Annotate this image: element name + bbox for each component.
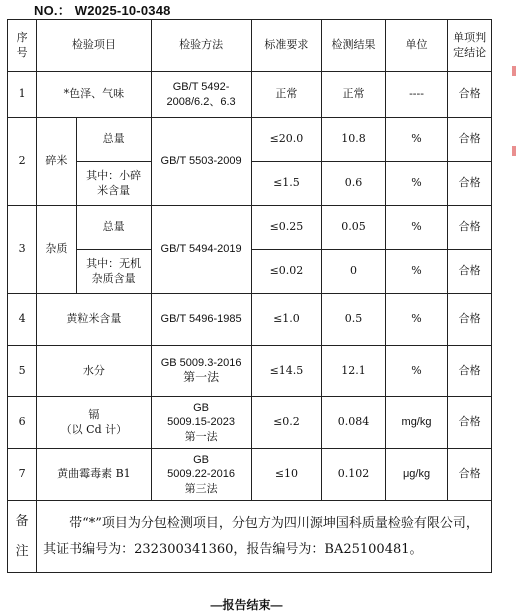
item-cell: 黄粒米含量 xyxy=(37,294,151,346)
unit-cell: % xyxy=(385,346,447,397)
result-cell: 0.05 xyxy=(322,206,385,250)
table-row xyxy=(8,118,492,162)
method-cell: GB/T 5494-2019 xyxy=(151,206,251,294)
remarks-label: 备注 xyxy=(8,501,37,573)
unit-cell: mg/kg xyxy=(385,397,447,449)
method-line: GB xyxy=(193,454,210,467)
seq-cell: 2 xyxy=(8,118,37,206)
item-line: 镉 xyxy=(88,408,100,422)
header-standard: 标准要求 xyxy=(251,20,322,72)
method-cell xyxy=(151,346,251,397)
seq-cell: 3 xyxy=(8,206,37,294)
item-cell: *色泽、气味 xyxy=(37,72,151,118)
method-line: 5009.15-2023 xyxy=(167,416,236,429)
header-unit: 单位 xyxy=(385,20,447,72)
standard-cell: ≤0.2 xyxy=(251,397,322,449)
result-cell: 12.1 xyxy=(322,346,385,397)
seq-cell: 6 xyxy=(8,397,37,449)
standard-cell: ≤0.25 xyxy=(251,206,322,250)
result-cell: 0.6 xyxy=(322,162,385,206)
standard-cell: ≤20.0 xyxy=(251,118,322,162)
seq-cell: 4 xyxy=(8,294,37,346)
conclusion-cell: 合格 xyxy=(448,118,492,162)
method-line: 第三法 xyxy=(184,482,218,495)
header-seq: 序号 xyxy=(8,20,37,72)
method-cell xyxy=(151,397,251,449)
table-row xyxy=(8,206,492,250)
seq-cell: 1 xyxy=(8,72,37,118)
result-cell: 0 xyxy=(322,250,385,294)
conclusion-cell: 合格 xyxy=(448,294,492,346)
inspection-table xyxy=(7,19,492,573)
method-cell: GB/T 5492-2008/6.2、6.3 xyxy=(151,72,251,118)
table-row xyxy=(8,72,492,118)
method-line: 第一法 xyxy=(184,430,218,443)
result-cell: 0.5 xyxy=(322,294,385,346)
group-cell: 杂质 xyxy=(37,206,77,294)
unit-cell: % xyxy=(385,294,447,346)
method-line: GB 5009.3-2016 xyxy=(160,357,242,370)
remarks-text xyxy=(37,501,492,573)
item-cell: 其中：小碎米含量 xyxy=(76,162,151,206)
item-line: （以 Cd 计） xyxy=(60,422,128,436)
method-cell: GB/T 5496-1985 xyxy=(151,294,251,346)
remarks-row xyxy=(8,501,492,573)
conclusion-cell: 合格 xyxy=(448,162,492,206)
method-cell xyxy=(151,449,251,501)
item-cell: 水分 xyxy=(37,346,151,397)
table-row xyxy=(8,294,492,346)
result-cell: 正常 xyxy=(322,72,385,118)
edge-stamp-mark xyxy=(512,146,516,156)
unit-cell: % xyxy=(385,206,447,250)
header-method: 检验方法 xyxy=(151,20,251,72)
conclusion-cell: 合格 xyxy=(448,397,492,449)
item-cell: 总量 xyxy=(76,206,151,250)
unit-cell: % xyxy=(385,250,447,294)
seq-cell: 5 xyxy=(8,346,37,397)
item-cell xyxy=(37,397,151,449)
header-result: 检测结果 xyxy=(322,20,385,72)
item-cell: 其中：无机杂质含量 xyxy=(76,250,151,294)
conclusion-cell: 合格 xyxy=(448,206,492,250)
header-item: 检验项目 xyxy=(37,20,151,72)
table-row xyxy=(8,449,492,501)
method-line: GB xyxy=(193,402,210,415)
unit-cell: ---- xyxy=(385,72,447,118)
standard-cell: 正常 xyxy=(251,72,322,118)
result-cell: 10.8 xyxy=(322,118,385,162)
header-conclusion: 单项判定结论 xyxy=(448,20,492,72)
standard-cell: ≤14.5 xyxy=(251,346,322,397)
item-cell: 黄曲霉毒素 B1 xyxy=(37,449,151,501)
standard-cell: ≤1.0 xyxy=(251,294,322,346)
standard-cell: ≤0.02 xyxy=(251,250,322,294)
standard-cell: ≤1.5 xyxy=(251,162,322,206)
method-cell: GB/T 5503-2009 xyxy=(151,118,251,206)
table-row xyxy=(8,346,492,397)
conclusion-cell: 合格 xyxy=(448,250,492,294)
method-line: 第一法 xyxy=(183,370,220,385)
report-end-footer: —报告结束— xyxy=(210,598,283,612)
remarks-content: 带“*”项目为分包检测项目，分包方为四川源坤国科质量检验有限公司，其证书编号为：232300341360，报告编号为：BA25100481。 xyxy=(43,515,479,557)
method-line: 5009.22-2016 xyxy=(167,468,236,481)
conclusion-cell: 合格 xyxy=(448,346,492,397)
table-row xyxy=(8,397,492,449)
result-cell: 0.084 xyxy=(322,397,385,449)
result-cell: 0.102 xyxy=(322,449,385,501)
seq-cell: 7 xyxy=(8,449,37,501)
report-number: NO.： W2025-10-0348 xyxy=(34,3,171,18)
edge-stamp-mark xyxy=(512,66,516,76)
conclusion-cell: 合格 xyxy=(448,449,492,501)
table-header-row xyxy=(8,20,492,72)
unit-cell: % xyxy=(385,162,447,206)
conclusion-cell: 合格 xyxy=(448,72,492,118)
group-cell: 碎米 xyxy=(37,118,77,206)
standard-cell: ≤10 xyxy=(251,449,322,501)
unit-cell: μg/kg xyxy=(385,449,447,501)
item-cell: 总量 xyxy=(76,118,151,162)
unit-cell: % xyxy=(385,118,447,162)
